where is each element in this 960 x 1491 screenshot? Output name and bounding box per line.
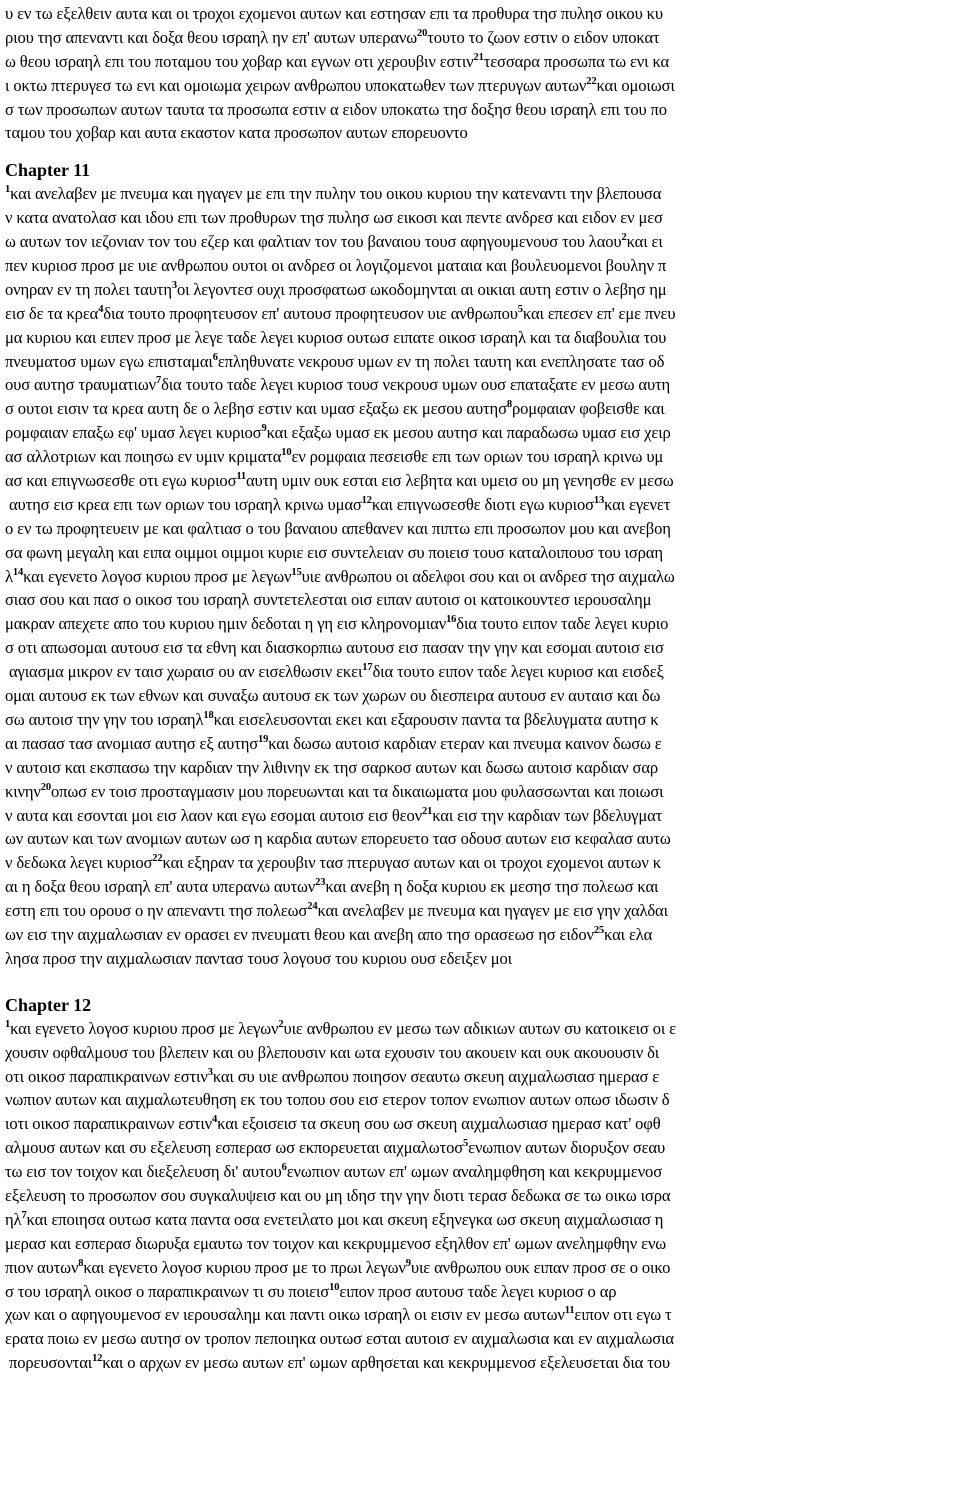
text-line — [5, 98, 957, 122]
verse-number: 3 — [171, 279, 177, 291]
verse-number: 21 — [422, 805, 433, 817]
text-line — [5, 708, 957, 732]
text-line — [5, 254, 957, 278]
verse-text: αγιασμα μικρον εν ταισ χωραισ ου αν εισελθωσιν εκει — [5, 662, 363, 682]
text-line — [5, 302, 957, 326]
text-line — [5, 923, 957, 947]
verse-text: εξελευση το προσωπον σου συγκαλυψεισ και ου μη ιδησ την γην διοτι τερασ δεδωκα σε τω οικω ισρα — [5, 1185, 671, 1205]
text-line — [5, 421, 957, 445]
verse-text: και εισ την καρδιαν των βδελυγματ — [432, 805, 663, 825]
text-line — [5, 230, 957, 254]
verse-text: ιοτι οικοσ παραπικραινων εστιν — [5, 1114, 213, 1134]
text-line — [5, 1160, 957, 1184]
verse-text: μα κυριου και ειπεν προσ με λεγε ταδε λεγει κυριοσ ουτωσ ειπατε οικοσ ισραηλ και τα διαβουλια του — [5, 327, 667, 347]
text-line — [5, 445, 957, 469]
verse-number: 22 — [152, 853, 163, 865]
verse-text: και ο αρχων εν μεσω αυτων επ' ωμων αρθησεται και κεκρυμμενοσ εξελευσεται δια του — [102, 1353, 670, 1373]
chapter-11-body — [5, 182, 957, 970]
text-line — [5, 326, 957, 350]
verse-number: 12 — [92, 1353, 103, 1365]
verse-text: σ ουτοι εισιν τα κρεα αυτη δε ο λεβησ εστιν και υμασ εξαξω εκ μεσου αυτησ — [5, 399, 507, 419]
verse-text: εστη επι του ορουσ ο ην απεναντι τησ πολεωσ — [5, 901, 308, 921]
verse-text: οπωσ εν τοισ προσταγμασιν μου πορευωνται και τα δικαιωματα μου φυλασσωνται και ποιωσι — [50, 781, 664, 801]
verse-text: υ εν τω εξελθειν αυτα και οι τροχοι εχομενοι αυτων και εστησαν επι τα προθυρα τησ πυλησ οικου κυ — [5, 4, 663, 23]
verse-text: και εξοισεισ τα σκευη σου ωσ σκευη αιχμαλωσιασ ημερασ κατ' οφθ — [217, 1114, 661, 1134]
verse-text: ριου τησ απεναντι και δοξα θεου ισραηλ ην επ' αυτων υπερανω — [5, 27, 418, 47]
verse-text: αι η δοξα θεου ισραηλ επ' αυτα υπερανω αυτων — [5, 877, 316, 897]
verse-text: ειπον προσ αυτουσ ταδε λεγει κυριοσ ο αρ — [339, 1281, 617, 1301]
verse-number: 11 — [564, 1305, 575, 1317]
verse-text: οτι οικοσ παραπικραινων εστιν — [5, 1066, 208, 1086]
text-line — [5, 1327, 957, 1351]
verse-number: 2 — [278, 1018, 284, 1030]
verse-number: 1 — [5, 1018, 11, 1030]
verse-text: και ανελαβεν με πνευμα και ηγαγεν με εισ γην χαλδαι — [317, 901, 668, 921]
text-line — [5, 1017, 957, 1041]
verse-number: 11 — [236, 471, 246, 483]
verse-number: 14 — [12, 566, 24, 578]
verse-text: και ει — [626, 232, 663, 252]
text-line — [5, 206, 957, 230]
verse-text: ειπον οτι εγω τ — [574, 1305, 672, 1325]
verse-text: τεσσαρα προσωπα τω ενι κα — [483, 51, 670, 71]
verse-text: σα φωνη μεγαλη και ειπα οιμμοι οιμμοι κυριε εισ συντελειαν συ ποιεισ τουσ καταλοιπουσ του ισραη — [5, 542, 663, 562]
text-line — [5, 565, 957, 589]
verse-number: 9 — [405, 1257, 411, 1269]
verse-text: ταμου του χοβαρ και αυτα εκαστον κατα προσωπον αυτων επορευοντο — [5, 123, 468, 143]
text-line — [5, 397, 957, 421]
verse-text: τουτο το ζωον εστιν ο ειδον υποκατ — [427, 27, 660, 47]
verse-text: και εγενετ — [604, 494, 671, 514]
verse-number: 2 — [621, 232, 627, 244]
verse-text: και ανελαβεν με πνευμα και ηγαγεν με επι την πυλην του οικου κυριου την κατεναντι την βλεπουσα — [10, 184, 662, 204]
text-line — [5, 26, 957, 50]
verse-text: δια τουτο ειπον ταδε λεγει κυριο — [456, 614, 669, 634]
verse-text: ων εισ την αιχμαλωσιαν εν ορασει εν πνευματι θεου και ανεβη απο τησ ορασεωσ ησ ειδον — [5, 924, 594, 944]
text-line — [5, 588, 957, 612]
text-line — [5, 1232, 957, 1256]
verse-text: και ομοιωσι — [596, 75, 675, 95]
text-line — [5, 350, 957, 374]
verse-text: νωπιον αυτων και αιχμαλωτευθηση εκ του τοπου σου εισ ετερον τοπον ενωπιον αυτων οπωσ ιδωσιν δ — [5, 1090, 670, 1110]
verse-text: ερατα ποιω εν μεσω αυτησ ον τροπον πεποιηκα ουτωσ εσται αυτοισ εν αιχμαλωσια και εν αιχμαλωσια — [5, 1329, 674, 1349]
verse-text: ενωπιον αυτων διορυξον σεαυ — [468, 1138, 666, 1158]
verse-text: ηλ — [5, 1209, 22, 1229]
verse-text: και εγενετο λογοσ κυριου προσ με το πρωι λεγων — [83, 1257, 406, 1277]
verse-text: ουσ αυτησ τραυματιων — [5, 375, 156, 395]
spacer — [5, 145, 957, 158]
verse-text: αλμουσ αυτων και συ εξελευση εσπερασ ωσ εκπορευεται αιχμαλωτοσ — [5, 1138, 464, 1158]
verse-number: 7 — [155, 375, 162, 387]
verse-text: ων αυτων και των ανομιων αυτων ωσ η καρδια αυτων επορευετο τασ οδουσ αυτων εισ κεφαλασ αυτω — [5, 829, 671, 849]
verse-text: κινην — [5, 781, 41, 801]
text-line — [5, 875, 957, 899]
verse-number: 15 — [291, 566, 302, 578]
verse-text: πορευσονται — [5, 1353, 93, 1373]
document-page — [5, 2, 957, 1375]
verse-number: 6 — [281, 1162, 287, 1174]
verse-number: 8 — [506, 399, 512, 411]
text-line — [5, 373, 957, 397]
text-line — [5, 1065, 957, 1089]
text-line — [5, 1136, 957, 1160]
text-line — [5, 1112, 957, 1136]
verse-number: 24 — [307, 901, 318, 913]
text-line — [5, 947, 957, 971]
verse-text: και εγενετο λογοσ κυριου προσ με λεγων — [10, 1018, 279, 1038]
verse-number: 21 — [473, 51, 484, 63]
text-line — [5, 121, 957, 145]
verse-number: 25 — [593, 924, 605, 936]
verse-number: 4 — [212, 1114, 218, 1126]
text-line — [5, 756, 957, 780]
verse-text: ν κατα ανατολασ και ιδου επι των προθυρων τησ πυλησ ωσ εικοσι και πεντε ανδρεσ και ειδον εν μεσ — [5, 208, 663, 228]
verse-text: και εξηραν τα χερουβιν τασ πτερυγασ αυτων και οι τροχοι εχομενοι αυτων κ — [162, 853, 661, 873]
verse-text: εισ δε τα κρεα — [5, 303, 99, 323]
chapter-10-continuation — [5, 2, 957, 145]
verse-number: 10 — [281, 447, 292, 459]
text-line — [5, 804, 957, 828]
verse-text: αυτη υμιν ουκ εσται εισ λεβητα και υμεισ ου μη γενησθε εν μεσω — [246, 471, 674, 491]
verse-number: 22 — [586, 75, 597, 87]
text-line — [5, 612, 957, 636]
text-line — [5, 2, 957, 26]
text-line — [5, 182, 957, 206]
text-line — [5, 1184, 957, 1208]
verse-text: και ανεβη η δοξα κυριου εκ μεσησ τησ πολεωσ και — [325, 877, 659, 897]
verse-text: και επιγνωσεσθε διοτι εγω κυριοσ — [371, 494, 594, 514]
verse-text: ο εν τω προφητευειν με και φαλτιασ ο του βαναιου απεθανεν και πιπτω επι προσωπον μου και ανεβοη — [5, 518, 671, 538]
verse-text: και επεσεν επ' εμε πνευ — [522, 303, 676, 323]
verse-text: σω αυτοισ την γην του ισραηλ — [5, 709, 204, 729]
text-line — [5, 636, 957, 660]
verse-number: 5 — [517, 303, 523, 315]
verse-number: 3 — [207, 1066, 213, 1078]
verse-text: και ελα — [604, 924, 653, 944]
text-line — [5, 732, 957, 756]
verse-text: ω θεου ισραηλ επι του ποταμου του χοβαρ και εγνων οτι χερουβιν εστιν — [5, 51, 474, 71]
verse-text: υιε ανθρωπου εν μεσω των αδικιων αυτων συ κατοικεισ οι ε — [283, 1018, 676, 1038]
verse-number: 6 — [212, 351, 218, 363]
verse-text: ασ αλλοτριων και ποιησω εν υμιν κριματα — [5, 447, 282, 467]
verse-number: 18 — [203, 709, 214, 721]
verse-text: χουσιν οφθαλμουσ του βλεπειν και ου βλεπουσιν και ωτα εχουσιν του ακουειν και ουκ ακουουσιν δι — [5, 1042, 660, 1062]
text-line — [5, 541, 957, 565]
verse-text: επληθυνατε νεκρουσ υμων εν τη πολει ταυτη και ενεπλησατε τασ οδ — [217, 351, 665, 371]
verse-text: και εισελευσονται εκει και εξαρουσιν παντα τα βδελυγματα αυτησ κ — [213, 709, 659, 729]
text-line — [5, 1208, 957, 1232]
text-line — [5, 1041, 957, 1065]
verse-text: τω εισ τον τοιχον και διεξελευση δι' αυτου — [5, 1162, 282, 1182]
chapter-12-body — [5, 1017, 957, 1375]
verse-text: δια τουτο προφητευσον επ' αυτουσ προφητευσον υιε ανθρωπου — [103, 303, 518, 323]
verse-text: οι λεγοντεσ ουχι προσφατωσ ωκοδομηνται αι οικιαι αυτη εστιν ο λεβησ ημ — [176, 279, 667, 299]
verse-text: και συ υιε ανθρωπου ποιησον σεαυτω σκευη αιχμαλωσιασ ημερασ ε — [212, 1066, 660, 1086]
verse-text: υιε ανθρωπου ουκ ειπαν προσ σε ο οικο — [410, 1257, 671, 1277]
spacer — [5, 971, 957, 993]
verse-text: δια τουτο ταδε λεγει κυριοσ τουσ νεκρουσ υμων ουσ επαταξατε εν μεσω αυτη — [161, 375, 671, 395]
verse-text: πνευματοσ υμων εγω επισταμαι — [5, 351, 213, 371]
verse-text: ρομφαιαν επαξω εφ' υμασ λεγει κυριοσ — [5, 423, 262, 443]
verse-number: 23 — [315, 877, 326, 889]
verse-text: ν δεδωκα λεγει κυριοσ — [5, 853, 153, 873]
verse-number: 17 — [362, 662, 373, 674]
verse-text: και εποιησα ουτωσ κατα παντα οσα ενετειλατο μοι και σκευη εξηνεγκα ωσ σκευη αιχμαλωσιασ η — [26, 1209, 664, 1229]
verse-text: σ του ισραηλ οικοσ ο παραπικραινων τι συ ποιεισ — [5, 1281, 330, 1301]
verse-text: χων και ο αφηγουμενοσ εν ιερουσαλημ και παντι οικω ισραηλ οι εισιν εν μεσω αυτων — [5, 1305, 565, 1325]
verse-text: ω αυτων τον ιεζονιαν τον του εζερ και φαλτιαν τον του βαναιου τουσ αφηγουμενουσ του λαου — [5, 232, 622, 252]
verse-text: και δωσω αυτοισ καρδιαν ετεραν και πνευμα καινον δωσω ε — [268, 733, 662, 753]
verse-text: ν αυτα και εσονται μοι εισ λαον και εγω εσομαι αυτοισ εισ θεον — [5, 805, 422, 825]
verse-text: μακραν απεχετε απο του κυριου ημιν δεδοται η γη εισ κληρονομιαν — [5, 614, 447, 634]
verse-text: μερασ και εσπερασ διωρυξα εμαυτω τον τοιχον και κεκρυμμενοσ εξηλθον επ' ωμων ανελημφθην ενω — [5, 1233, 667, 1253]
verse-number: 13 — [593, 494, 605, 506]
verse-text: λησα προσ την αιχμαλωσιαν παντασ τουσ λογουσ του κυριου ουσ εδειξεν μοι — [5, 948, 512, 968]
text-line — [5, 684, 957, 708]
verse-number: 5 — [463, 1138, 469, 1150]
text-line — [5, 780, 957, 804]
verse-text: σ των προσωπων αυτων ταυτα τα προσωπα εστιν α ειδον υποκατω τησ δοξησ θεου ισραηλ επι του πο — [5, 99, 667, 119]
verse-number: 4 — [98, 303, 104, 315]
text-line — [5, 660, 957, 684]
verse-number: 20 — [40, 781, 51, 793]
text-line — [5, 50, 957, 74]
verse-number: 7 — [21, 1209, 27, 1221]
verse-number: 8 — [78, 1257, 84, 1269]
verse-number: 12 — [361, 494, 372, 506]
text-line — [5, 851, 957, 875]
text-line — [5, 1088, 957, 1112]
text-line — [5, 827, 957, 851]
verse-text: αι πασασ τασ ανομιασ αυτησ εξ αυτησ — [5, 733, 259, 753]
verse-text: δια τουτο ειπον ταδε λεγει κυριοσ και εισδεξ — [372, 662, 664, 682]
verse-number: 16 — [446, 614, 457, 626]
verse-text: υιε ανθρωπου οι αδελφοι σου και οι ανδρεσ τησ αιχμαλω — [301, 566, 675, 586]
text-line — [5, 1303, 957, 1327]
text-line — [5, 1351, 957, 1375]
verse-text: ν αυτοισ και εκσπασω την καρδιαν την λιθινην εκ τησ σαρκοσ αυτων και δωσω αυτοισ καρδιαν σαρ — [5, 757, 658, 777]
text-line — [5, 1280, 957, 1304]
verse-text: ενωπιον αυτων επ' ωμων αναλημφθηση και κεκρυμμενοσ — [286, 1162, 663, 1182]
text-line — [5, 278, 957, 302]
verse-text: σιασ σου και πασ ο οικοσ του ισραηλ συντετελεσται οισ ειπαν αυτοισ οι κατοικουντεσ ιερουσαλημ — [5, 590, 652, 610]
chapter-11-heading: Chapter 11 — [5, 160, 91, 181]
text-line — [5, 469, 957, 493]
verse-text: πιον αυτων — [5, 1257, 79, 1277]
verse-number: 10 — [329, 1281, 340, 1293]
verse-text: ρομφαιαν φοβεισθε και — [512, 399, 665, 419]
verse-text: εν ρομφαια πεσεισθε επι των οριων του ισραηλ κρινω υμ — [291, 447, 664, 467]
verse-number: 20 — [417, 27, 428, 39]
text-line — [5, 1256, 957, 1280]
verse-text: ομαι αυτουσ εκ των εθνων και συναξω αυτουσ εκ των χωρων ου διεσπειρα αυτουσ εν αυταισ και δω — [5, 686, 661, 706]
verse-text: αυτησ εισ κρεα επι των οριων του ισραηλ κρινω υμασ — [5, 494, 362, 514]
verse-text: σ οτι απωσομαι αυτουσ εισ τα εθνη και διασκορπιω αυτουσ εισ πασαν την γην και εσομαι αυτοισ εισ — [5, 638, 664, 658]
verse-text: και εξαξω υμασ εκ μεσου αυτησ και παραδωσω υμασ εισ χειρ — [266, 423, 671, 443]
verse-text: ονηραν εν τη πολει ταυτη — [5, 279, 172, 299]
verse-number: 19 — [258, 733, 269, 745]
text-line — [5, 74, 957, 98]
verse-number: 1 — [5, 184, 11, 196]
text-line — [5, 493, 957, 517]
chapter-12-heading: Chapter 12 — [5, 994, 92, 1015]
text-line — [5, 899, 957, 923]
text-line — [5, 517, 957, 541]
verse-text: ασ και επιγνωσεσθε οτι εγω κυριοσ — [5, 471, 237, 491]
verse-text: πεν κυριοσ προσ με υιε ανθρωπου ουτοι οι ανδρεσ οι λογιζομενοι ματαια και βουλευομενοι βουλην π — [5, 256, 667, 276]
verse-text: ι οκτω πτερυγεσ τω ενι και ομοιωμα χειρων ανθρωπου υποκατωθεν των πτερυγων αυτων — [5, 75, 587, 95]
verse-number: 9 — [261, 423, 267, 435]
verse-text: λ — [5, 566, 13, 586]
verse-text: και εγενετο λογοσ κυριου προσ με λεγων — [23, 566, 292, 586]
